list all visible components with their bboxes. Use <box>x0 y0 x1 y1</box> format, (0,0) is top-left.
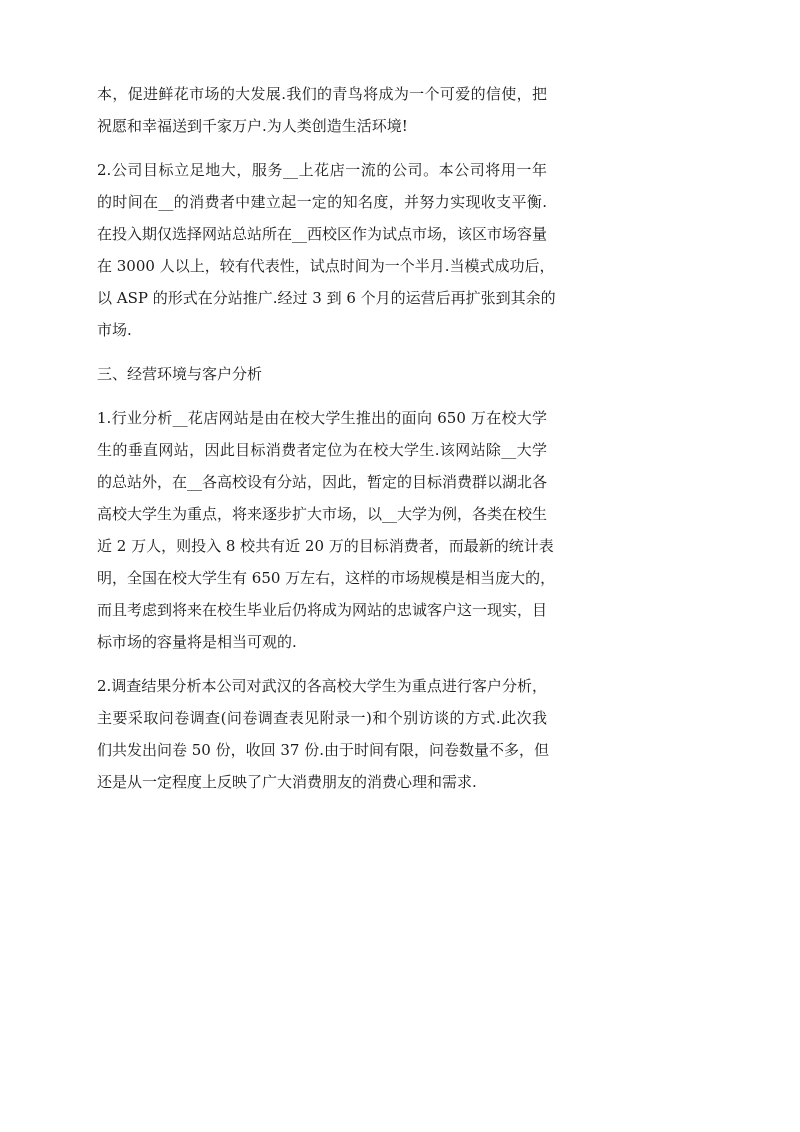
text-line: 近 2 万人，则投入 8 校共有近 20 万的目标消费者，而最新的统计表 <box>97 537 554 555</box>
text-line: 以 ASP 的形式在分站推广.经过 3 到 6 个月的运营后再扩张到其余的 <box>97 289 556 307</box>
text-line: 1.行业分析__花店网站是由在校大学生推出的面向 650 万在校大学 <box>97 409 547 427</box>
text-line: 的总站外，在__各高校设有分站，因此，暂定的目标消费群以湖北各 <box>97 473 548 491</box>
text-line: 三、经营环境与客户分析 <box>97 365 263 383</box>
text-line: 生的垂直网站，因此目标消费者定位为在校大学生.该网站除__大学 <box>97 441 547 459</box>
paragraph <box>97 670 550 798</box>
text-line: 们共发出问卷 50 份，收回 37 份.由于时间有限，问卷数量不多，但 <box>97 741 550 759</box>
text-line: 的时间在__的消费者中建立起一定的知名度，并努力实现收支平衡. <box>97 193 547 211</box>
text-line: 2.调查结果分析本公司对武汉的各高校大学生为重点进行客户分析， <box>97 677 547 695</box>
paragraph <box>97 402 556 658</box>
paragraph <box>97 154 556 346</box>
text-line: 高校大学生为重点，将来逐步扩大市场，以__大学为例，各类在校生 <box>97 505 548 523</box>
text-line: 主要采取问卷调查(问卷调查表见附录一)和个别访谈的方式.此次我 <box>97 709 547 727</box>
document-page <box>97 78 556 810</box>
paragraph <box>97 78 547 142</box>
text-line: 市场. <box>97 321 132 339</box>
text-line: 祝愿和幸福送到千家万户.为人类创造生活环境! <box>97 117 408 135</box>
section-heading <box>97 358 547 390</box>
text-line: 本，促进鲜花市场的大发展.我们的青鸟将成为一个可爱的信使，把 <box>97 85 547 103</box>
text-line: 标市场的容量将是相当可观的. <box>97 633 297 651</box>
text-line: 在投入期仅选择网站总站所在__西校区作为试点市场，该区市场容量 <box>97 225 548 243</box>
text-line: 2.公司目标立足地大，服务__上花店一流的公司。本公司将用一年 <box>97 161 547 179</box>
text-line: 还是从一定程度上反映了广大消费朋友的消费心理和需求. <box>97 773 477 791</box>
text-line: 在 3000 人以上，较有代表性，试点时间为一个半月.当模式成功后， <box>97 257 555 275</box>
text-line: 而且考虑到将来在校生毕业后仍将成为网站的忠诚客户这一现实，目 <box>97 601 548 619</box>
text-line: 明，全国在校大学生有 650 万左右，这样的市场规模是相当庞大的， <box>97 569 556 587</box>
